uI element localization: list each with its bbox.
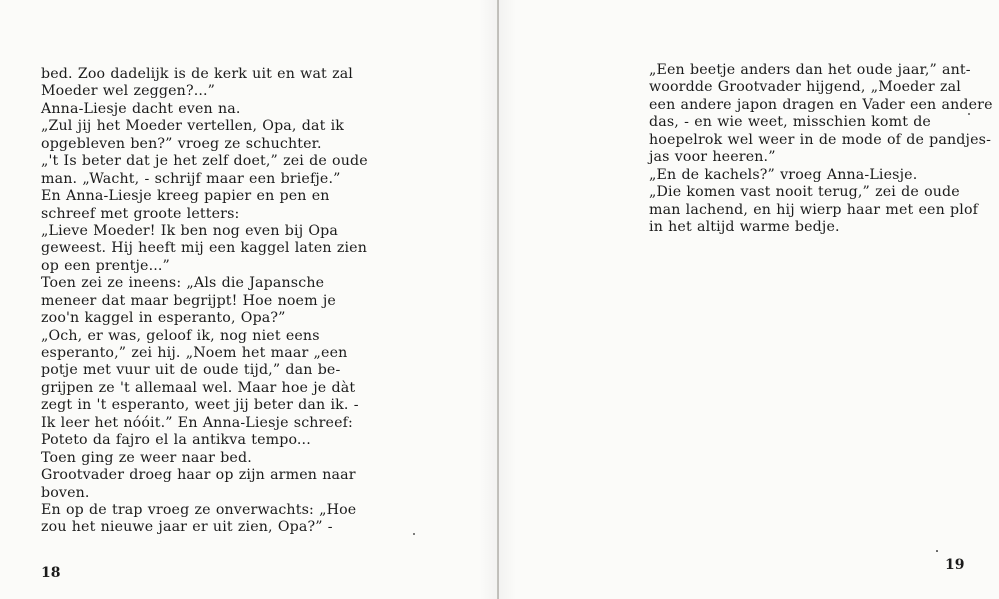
text-line: woordde Grootvader hijgend, „Moeder zal xyxy=(649,79,961,96)
paper-speck xyxy=(936,550,938,552)
text-line: potje met vuur uit de oude tijd,” dan be- xyxy=(41,362,341,379)
left-page-number: 18 xyxy=(41,565,61,581)
text-line: meneer dat maar begrijpt! Hoe noem je xyxy=(41,292,336,309)
right-page xyxy=(499,0,999,599)
text-line: grijpen ze 't allemaal wel. Maar hoe je dàt xyxy=(41,379,356,396)
text-line: En op de trap vroeg ze onverwachts: „Hoe xyxy=(41,501,357,518)
text-line: „Die komen vast nooit terug,” zei de oude xyxy=(649,184,960,201)
text-line: man lachend, en hij wierp haar met een plof xyxy=(649,201,979,218)
text-line: esperanto,” zei hij. „Noem het maar „een xyxy=(41,345,348,361)
text-line: man. „Wacht, - schrijf maar een briefje.” xyxy=(41,170,341,187)
text-line: op een prentje...” xyxy=(41,257,170,274)
text-line: Toen zei ze ineens: „Als die Japansche xyxy=(41,275,325,292)
paper-speck xyxy=(968,113,970,115)
text-line: Ik leer het nóóit.” En Anna-Liesje schreef: xyxy=(41,414,353,431)
text-line: zou het nieuwe jaar er uit zien, Opa?” - xyxy=(41,519,333,536)
text-line: opgebleven ben?” vroeg ze schuchter. xyxy=(41,135,322,152)
text-line: Grootvader droeg haar op zijn armen naar xyxy=(41,467,356,484)
right-page-text xyxy=(649,62,993,236)
text-line: „Lieve Moeder! Ik ben nog even bij Opa xyxy=(41,222,339,239)
text-line: Toen ging ze weer naar bed. xyxy=(41,449,252,466)
left-page-text xyxy=(41,66,368,537)
text-line: „En de kachels?” vroeg Anna-Liesje. xyxy=(649,166,918,183)
text-line: Moeder wel zeggen?...” xyxy=(41,83,216,100)
text-line: zegt in 't esperanto, weet jij beter dan ik. - xyxy=(41,397,359,414)
text-line: Poteto da fajro el la antikva tempo... xyxy=(41,432,311,449)
text-line: das, - en wie weet, misschien komt de xyxy=(649,114,931,131)
paper-speck xyxy=(413,533,415,535)
left-page xyxy=(0,0,497,599)
text-line: Anna-Liesje dacht even na. xyxy=(41,100,241,117)
text-line: schreef met groote letters: xyxy=(41,205,240,222)
text-line: zoo'n kaggel in esperanto, Opa?” xyxy=(41,310,286,327)
text-line: bed. Zoo dadelijk is de kerk uit en wat zal xyxy=(41,66,353,82)
text-line: geweest. Hij heeft mij een kaggel laten zien xyxy=(41,240,368,257)
text-line: boven. xyxy=(41,484,90,501)
text-line: „Och, er was, geloof ik, nog niet eens xyxy=(41,327,320,344)
text-line: hoepelrok wel weer in de mode of de pandjes- xyxy=(649,131,992,148)
text-line: een andere japon dragen en Vader een andere xyxy=(649,96,993,113)
text-line: jas voor heeren.” xyxy=(649,149,776,166)
text-line: „'t Is beter dat je het zelf doet,” zei de oude xyxy=(41,153,368,170)
text-line: in het altijd warme bedje. xyxy=(649,218,840,235)
text-line: „Een beetje anders dan het oude jaar,” ant- xyxy=(649,62,971,78)
text-line: En Anna-Liesje kreeg papier en pen en xyxy=(41,188,330,205)
text-line: „Zul jij het Moeder vertellen, Opa, dat ik xyxy=(41,118,345,135)
right-page-number: 19 xyxy=(945,557,965,573)
